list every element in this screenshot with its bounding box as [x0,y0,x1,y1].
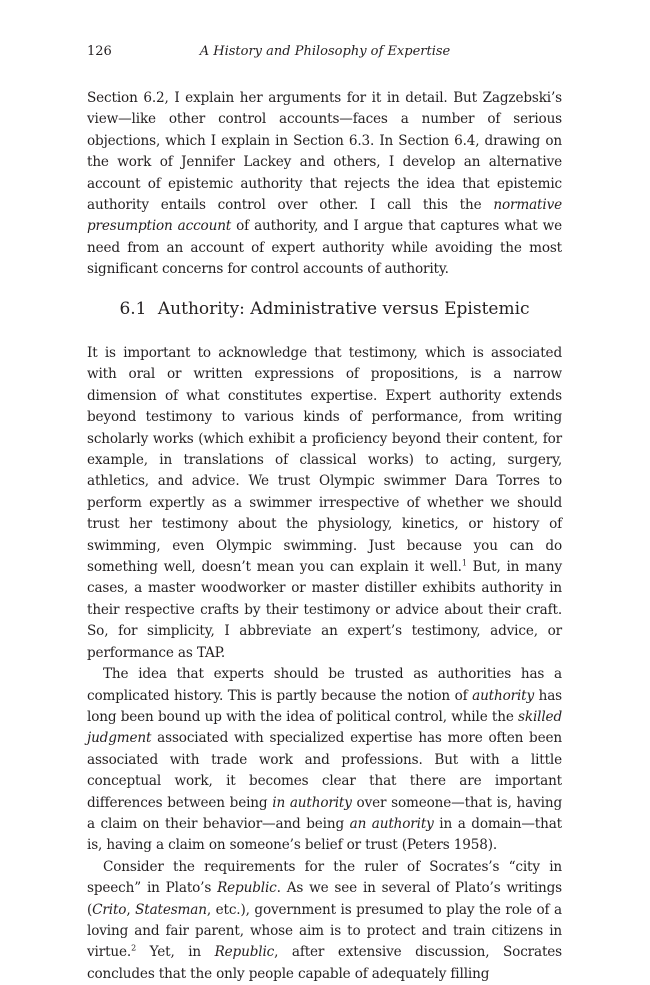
paragraph-socrates [87,857,562,985]
intro-italic-term: normative presumption account [87,197,562,235]
para-text: But, in many cases, a master woodworker or master distiller exhibits authority in their respective crafts by their testimony or advice about their craft. So, for simplicity, I abbreviate an expert’s testimony, advice, or performance as TAP. [87,559,562,661]
section-body [87,343,562,985]
para-text: , [126,901,136,918]
page-number: 126 [87,44,112,59]
paragraph-testimony [87,343,562,664]
footnote-marker: 2 [131,943,137,953]
section-title: Authority: Administrative versus Epistemic [157,299,530,319]
footnote-marker: 1 [461,558,467,568]
para-text: . As we see in several of Plato’s writings ( [87,880,562,918]
para-text: , etc.), government is presumed to play the role of a loving and fair parent, whose aim is to protect and train citizens in virtue. [87,901,562,961]
intro-text: Section 6.2, I explain her arguments for it in detail. But Zagzebski’s view—like other control accounts—faces a number of serious objections, which I explain in Section 6.3. In Section 6.4, drawing on the work of Jennifer Lackey and others, I develop an alternative account of epistemic authority that rejects the idea that epistemic authority entails control over other. I call this the [87,90,562,214]
para-text: Yet, in [136,944,215,961]
italic-term: in authority [272,794,352,811]
para-text: over someone—that is, having a claim on their behavior—and being [87,794,562,832]
italic-title: Republic [214,944,275,961]
italic-term: an authority [349,815,434,832]
page-header [87,44,563,64]
para-text: has long been bound up with the idea of political control, while the [87,687,562,725]
italic-term: authority [472,687,535,704]
para-text: The idea that experts should be trusted as authorities has a complicated history. This is partly because the notion of [87,666,562,704]
para-text: Consider the requirements for the ruler of Socrates’s “city in speech” in Plato’s [87,858,562,897]
para-text: associated with specialized expertise has more often been associated with trade work and professions. But with a little conceptual work, it becomes clear that there are important differences between being [87,730,562,811]
italic-title: Republic [217,880,277,897]
para-text: in a domain—that is, having a claim on someone’s belief or trust (Peters 1958). [87,815,562,854]
para-text: It is important to acknowledge that testimony, which is associated with oral or written expressions of propositions, is a narrow dimension of what constitutes expertise. Expert authority extends beyond testimony to various kinds of performance, from writing scholarly works (which exhibit a proficiency beyond their content, for example, in translations of classical works) to acting, surgery, athletics, and advice. We trust Olympic swimmer Dara Torres to perform expertly as a swimmer irrespective of whether we should trust her testimony about the physiology, kinetics, or history of swimming, even Olympic swimming. Just because you can do something well, doesn’t mean you can explain it well. [87,345,562,576]
intro-paragraph [87,88,562,281]
section-heading [87,299,562,319]
intro-text-end: of authority, and I argue that captures what we need from an account of expert authority while avoiding the most significant concerns for control accounts of authority. [87,218,562,278]
italic-title: Statesman [135,901,207,918]
running-title: A History and Philosophy of Expertise [199,44,451,59]
section-number: 6.1 [119,299,147,319]
italic-title: Crito [92,901,127,918]
paragraph-authority-history [87,664,562,857]
para-text: , after extensive discussion, Socrates concludes that the only people capable of adequately filling [87,944,562,982]
italic-term: skilled judgment [87,708,562,747]
